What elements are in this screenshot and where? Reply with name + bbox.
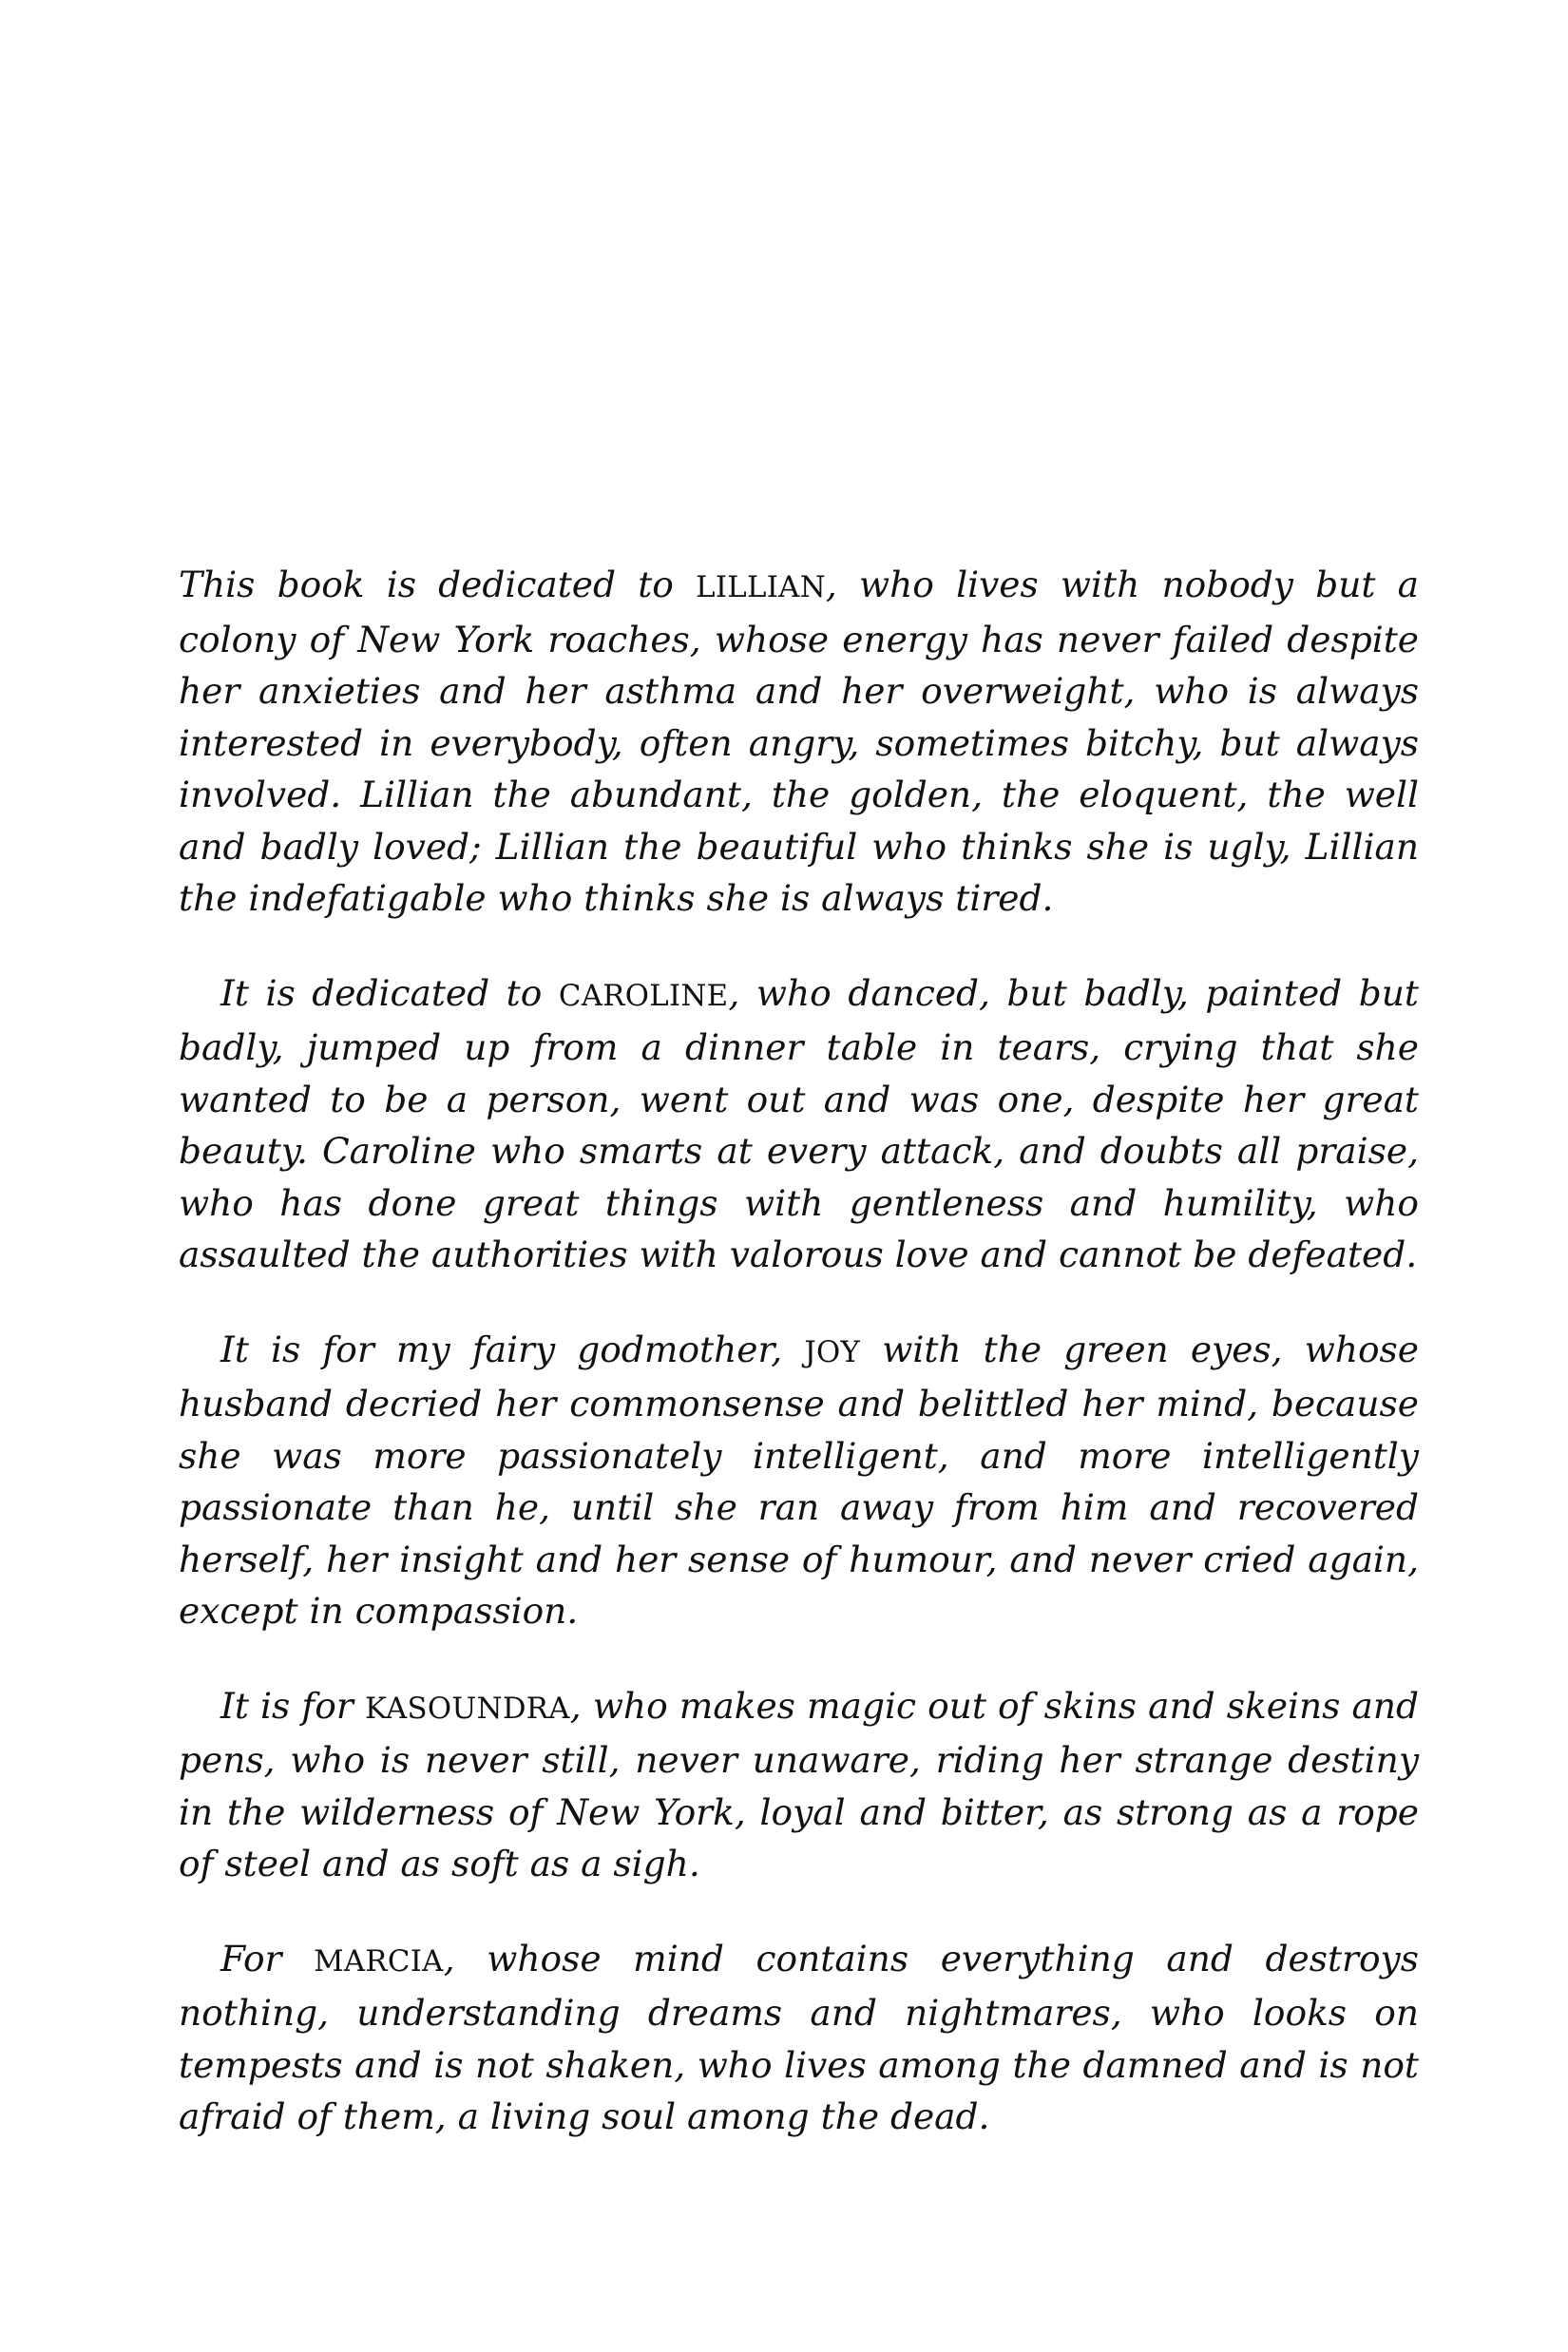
paragraph-text-lead: It is for (220, 1684, 365, 1727)
dedication-text (179, 559, 1419, 2186)
dedicatee-name-caroline: CAROLINE (558, 978, 729, 1013)
dedication-paragraph-kasoundra (179, 1680, 1419, 1890)
dedicatee-name-marcia: MARCIA (314, 1943, 444, 1979)
paragraph-text-body: , whose mind contains everything and destroys nothing, understanding dreams and nightmares, who looks on tempests and is not shaken, who lives among the damned and is not afraid of them, a living soul among the dead. (179, 1937, 1419, 2137)
paragraph-text-lead: It is dedicated to (220, 971, 559, 1014)
paragraph-text-lead: For (220, 1937, 315, 1979)
dedication-paragraph-caroline (179, 967, 1419, 1281)
paragraph-text-body: , who makes magic out of skins and skeins and pens, who is never still, never unaware, riding her strange destiny in the wilderness of New York, loyal and bitter, as strong as a rope of steel and as soft as a sigh. (179, 1684, 1420, 1884)
dedication-paragraph-lillian (179, 559, 1419, 925)
paragraph-text-body: with the green eyes, whose husband decried her commonsense and belittled her mind, because she was more passionately intelligent, and more intelligently passionate than he, until she ran away from him and recovered herself, her insight and her sense of humour, and never cried again, except in compassion. (179, 1328, 1419, 1632)
dedicatee-name-lillian: LILLIAN (696, 570, 826, 604)
paragraph-text-body: , who lives with nobody but a colony of New York roaches, whose energy has never failed despite her anxieties and her asthma and her overweight, who is always interested in everybody, often angry, sometimes bitchy, but always involved. Lillian the abundant, the golden, the eloquent, the well and badly loved; Lillian the beautiful who thinks she is ugly, Lillian the indefatigable who thinks she is always tired. (179, 564, 1419, 919)
dedication-paragraph-joy (179, 1324, 1419, 1637)
dedicatee-name-joy: JOY (804, 1334, 861, 1369)
dedication-paragraph-marcia (179, 1933, 1419, 2143)
paragraph-text-lead: It is for my fairy godmother, (220, 1328, 805, 1370)
paragraph-text-body: , who danced, but badly, painted but badly, jumped up from a dinner table in tears, crying that she wanted to be a person, went out and was one, despite her great beauty. Caroline who smarts at every attack, and doubts all praise, who has done great things with gentleness and humility, who assaulted the authorities with valorous love and cannot be defeated. (179, 971, 1419, 1275)
dedicatee-name-kasoundra: KASOUNDRA (364, 1691, 570, 1726)
paragraph-text-lead: This book is dedicated to (179, 564, 697, 605)
